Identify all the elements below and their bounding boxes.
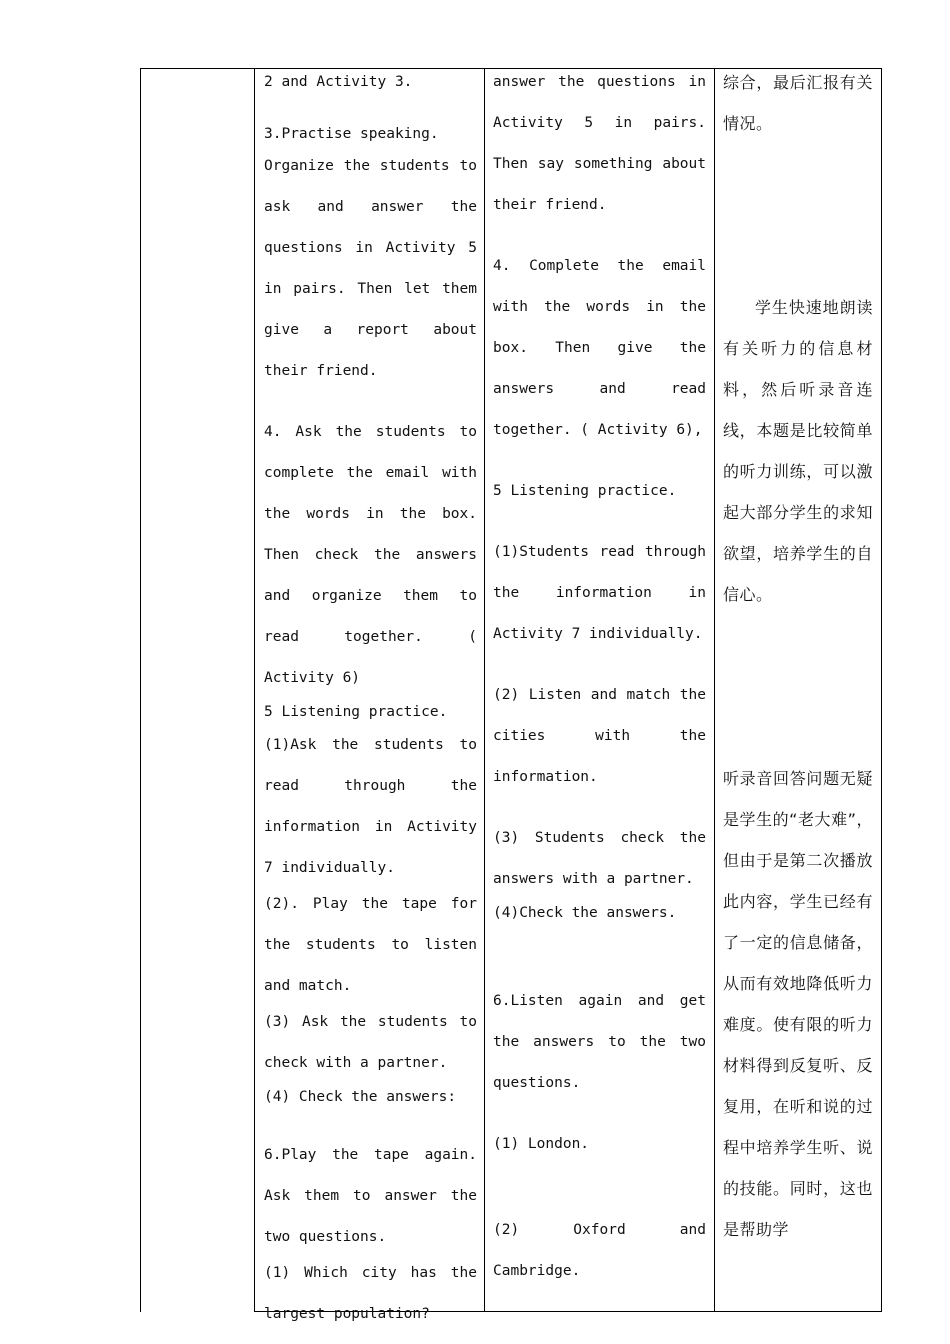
col2-line-6: (2). Play the tape for the students to listen and match.	[264, 896, 477, 994]
col3-line-0: answer the questions in Activity 5 in pairs. Then say something about their friend.	[493, 74, 706, 213]
col2-line-7: (3) Ask the students to check with a partner.	[264, 1014, 477, 1071]
col2-line-9: 6.Play the tape again. Ask them to answer the two questions.	[264, 1147, 477, 1245]
teacher-activity-cell	[264, 68, 477, 1335]
col4-line-0: 综合，最后汇报有关情况。	[723, 73, 873, 133]
col2-line-2: Organize the students to ask and answer the questions in Activity 5 in pairs. Then let them give a report about their friend.	[264, 158, 477, 379]
col2-line-3: 4. Ask the students to complete the email with the words in the box. Then check the answers and organize them to read together. ( Activity 6)	[264, 424, 477, 686]
col2-line-8: (4) Check the answers:	[264, 1089, 457, 1105]
col3-line-9: (2) Oxford and Cambridge.	[493, 1222, 706, 1279]
col2-line-10: (1) Which city has the largest population?	[264, 1265, 477, 1322]
design-intent-cell	[723, 62, 873, 1250]
col3-line-8: (1) London.	[493, 1136, 590, 1152]
col3-line-5: (3) Students check the answers with a partner.	[493, 830, 706, 887]
step-cell	[141, 68, 254, 1311]
col4-line-2: 听录音回答问题无疑是学生的“老大难”，但由于是第二次播放此内容，学生已经有了一定的信息储备，从而有效地降低听力难度。使有限的听力材料得到反复听、反复用，在听和说的过程中培养学生听、说的技能。同时，这也是帮助学	[723, 769, 873, 1239]
col3-line-6: (4)Check the answers.	[493, 905, 677, 921]
col2-line-1: 3.Practise speaking.	[264, 126, 439, 142]
student-activity-cell	[493, 62, 706, 1292]
table-border-right	[881, 68, 882, 1312]
col2-line-5: (1)Ask the students to read through the information in Activity 7 individually.	[264, 737, 477, 876]
col3-line-4: (2) Listen and match the cities with the information.	[493, 687, 706, 785]
col3-line-2: 5 Listening practice.	[493, 483, 677, 499]
col3-line-7: 6.Listen again and get the answers to the two questions.	[493, 993, 706, 1091]
table-border-col4	[714, 68, 715, 1312]
col3-line-3: (1)Students read through the information in Activity 7 individually.	[493, 544, 706, 642]
col2-line-0: 2 and Activity 3.	[264, 74, 413, 90]
col3-line-1: 4. Complete the email with the words in the box. Then give the answers and read together. ( Activity 6),	[493, 258, 706, 438]
col2-line-4: 5 Listening practice.	[264, 704, 448, 720]
table-border-col3	[484, 68, 485, 1312]
col4-line-1: 学生快速地朗读有关听力的信息材料，然后听录音连线，本题是比较简单的听力训练，可以激起大部分学生的求知欲望，培养学生的自信心。	[723, 298, 873, 604]
table-border-col2	[254, 68, 255, 1312]
lesson-plan-table	[140, 68, 882, 1322]
